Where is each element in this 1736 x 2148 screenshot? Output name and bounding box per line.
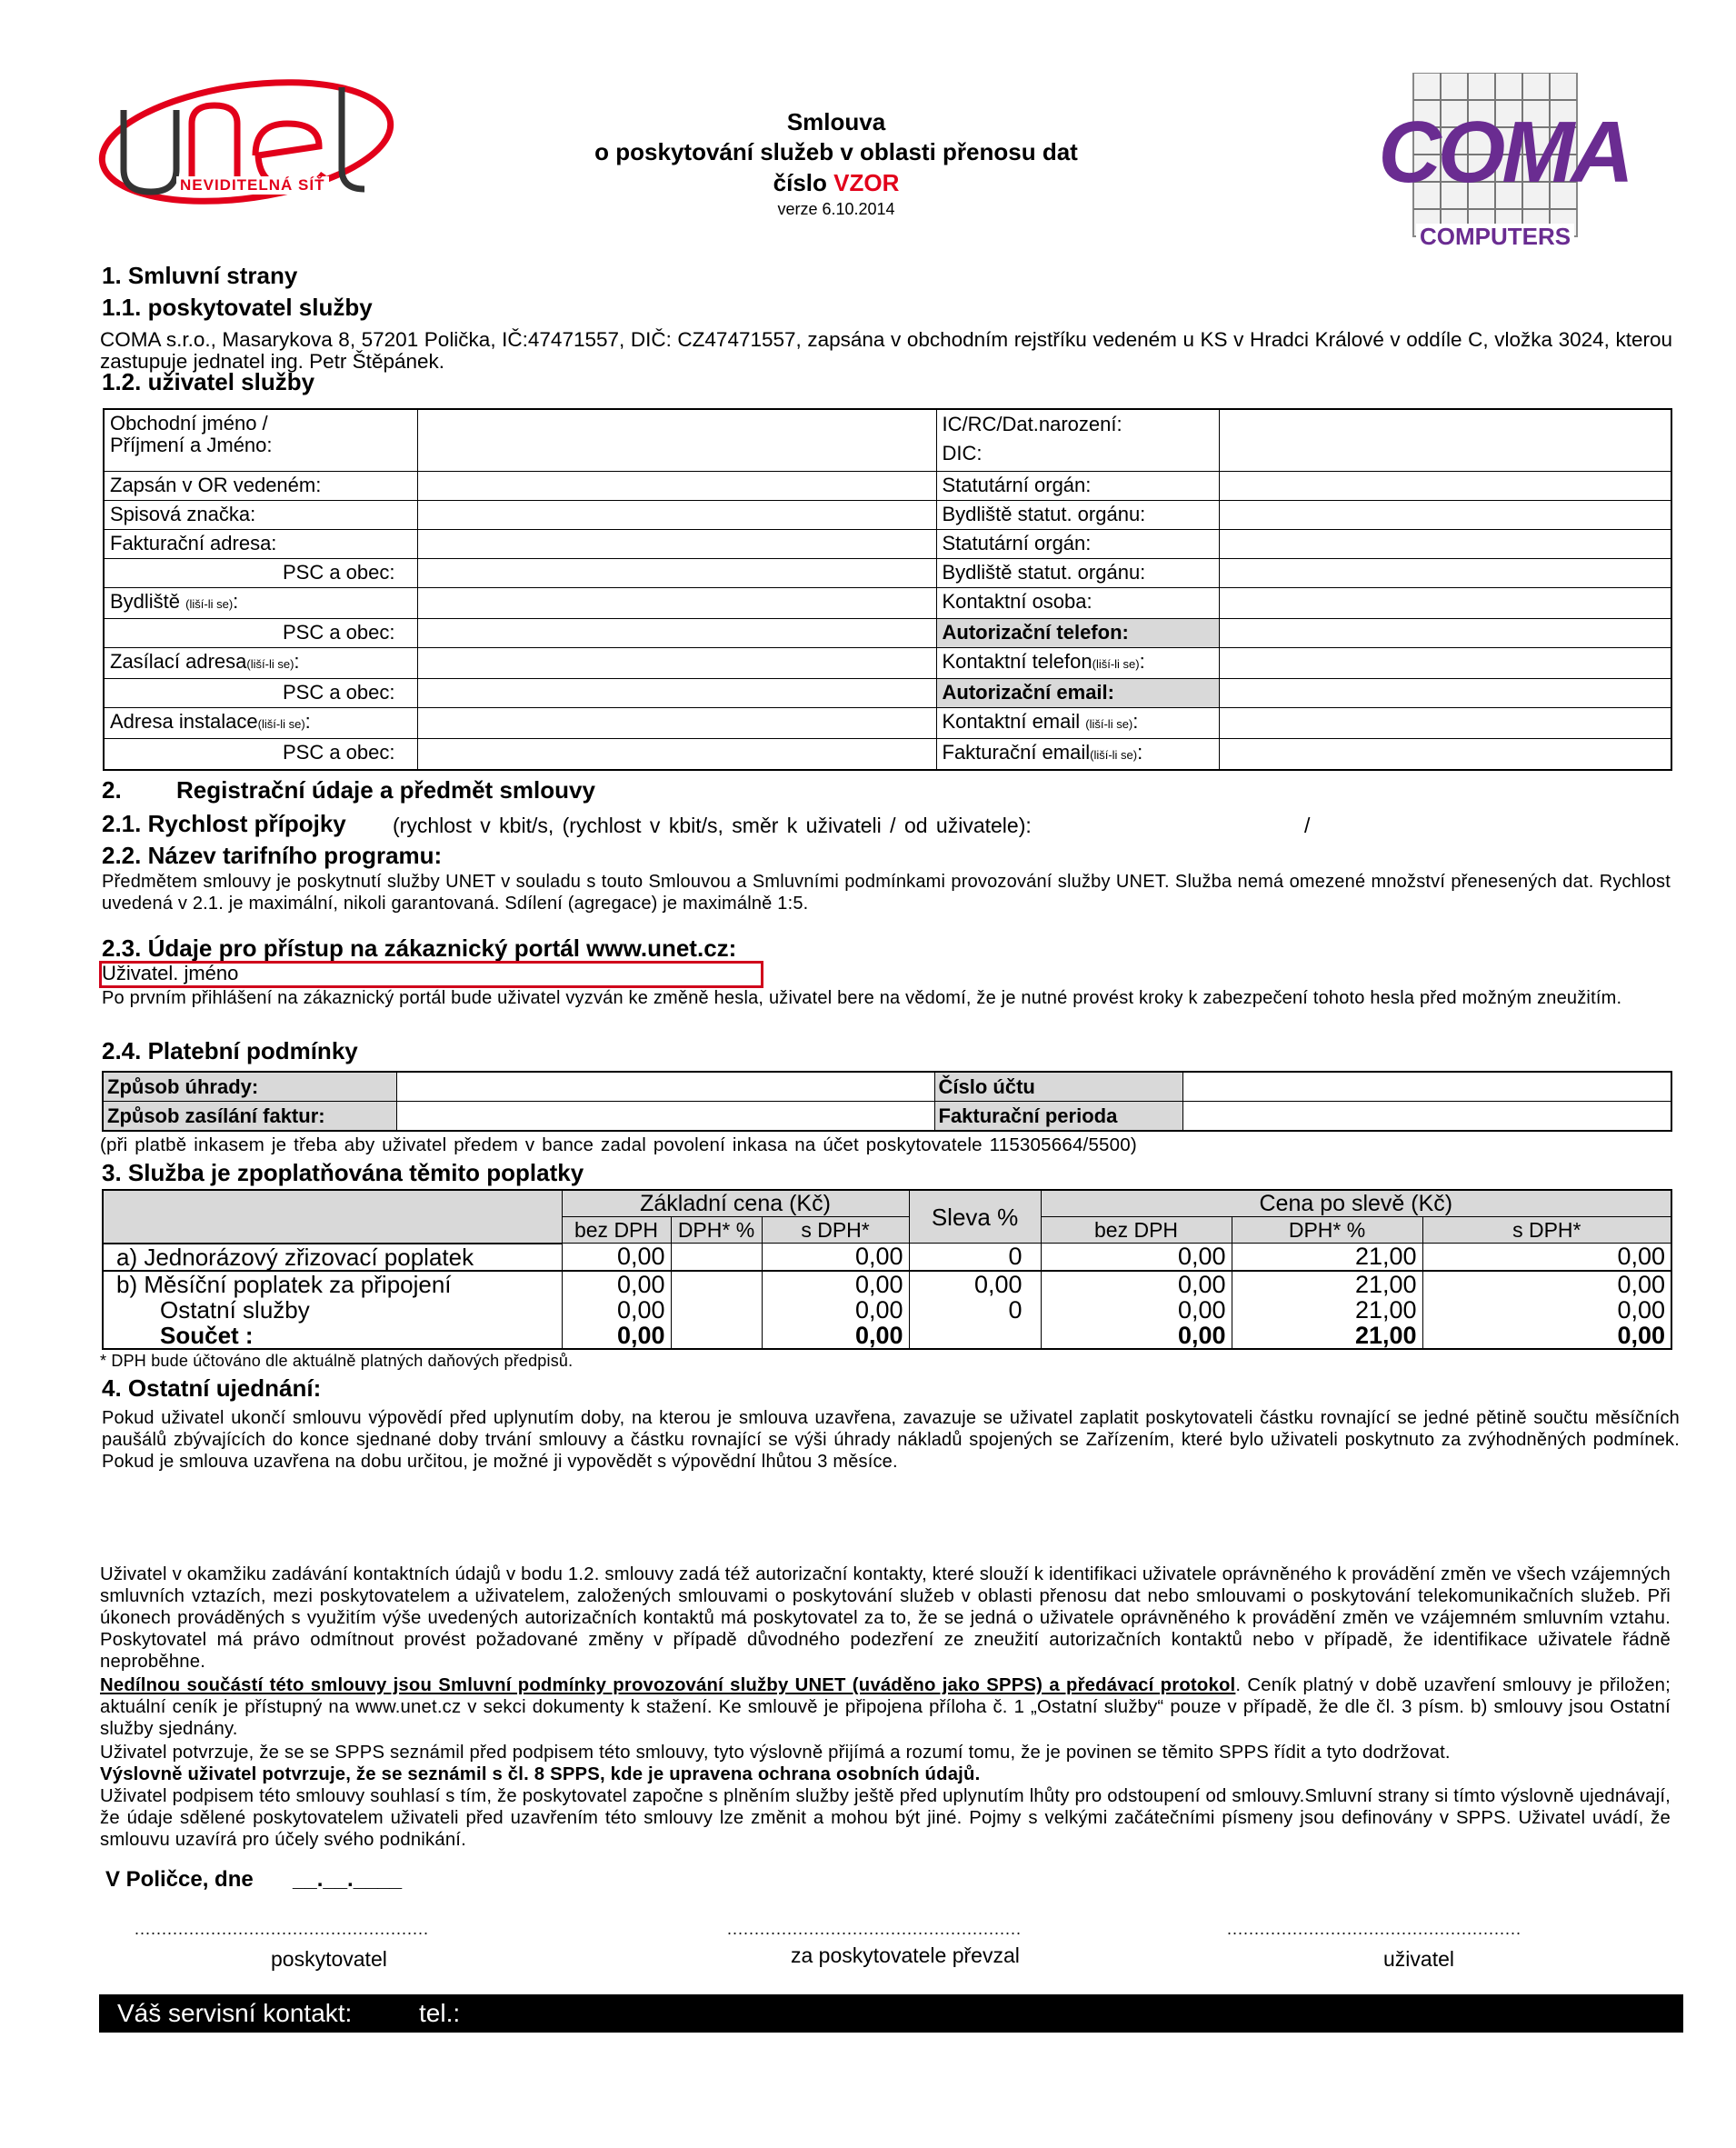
fee-after-net: 0,00	[1041, 1244, 1232, 1271]
fee-after-vat: 21,00	[1232, 1271, 1422, 1297]
fee-after-vat: 21,00	[1232, 1244, 1422, 1271]
install-address-label: Adresa instalace(liší-li se):	[104, 708, 417, 739]
statutory-residence-field[interactable]	[1219, 501, 1671, 530]
mailing-address-label: Zasílací adresa(liší-li se):	[104, 648, 417, 679]
billing-city-label: PSC a obec:	[104, 559, 417, 588]
sum-base-gross: 0,00	[762, 1323, 909, 1349]
residence-city-field[interactable]	[417, 619, 936, 648]
contact-person-label: Kontaktní osoba:	[936, 588, 1219, 619]
contact-phone-field[interactable]	[1219, 648, 1671, 679]
final-paragraph-1: Uživatel v okamžiku zadávání kontaktních údajů v bodu 1.2. smlouvy zadá též autorizační kontakty, které slouží k identifikaci uživatele oprávněného k provádění změn ve všech vzájemných smluvních vztazích, mezi poskytovatelem a uživatelem, založených smlouvami o poskytování služeb v oblasti přenosu dat nebo smlouvami o poskytování telekomunikačních služeb. Při úkonech prováděných s využitím výše uvedených autorizačních kontaktů má poskytovatel za to, že se jedná o uživatele oprávněného k provádění změn ve vzájemném smluvním vztahu. Poskytovatel má právo odmítnout provést požadované změny v případě důvodného podezření ze zneužití autorizačních kontaktů nebo v případě, že identifikace uživatele řádně neproběhne.	[100, 1564, 1671, 1672]
discount-header: Sleva %	[909, 1190, 1041, 1244]
billing-address-label: Fakturační adresa:	[104, 530, 417, 559]
fee-base-vat	[671, 1244, 762, 1271]
base-price-header: Základní cena (Kč)	[562, 1190, 909, 1217]
coma-logo-sub: COMPUTERS	[1416, 224, 1574, 249]
fee-after-net: 0,00	[1041, 1297, 1232, 1323]
sum-after-net: 0,00	[1041, 1323, 1232, 1349]
signature-provider-label: poskytovatel	[271, 1947, 387, 1971]
unet-logo-graphic	[96, 69, 405, 224]
table-row	[104, 619, 1671, 648]
sum-after-gross: 0,00	[1422, 1323, 1671, 1349]
billing-city-field[interactable]	[417, 559, 936, 588]
billing-period-label: Fakturační perioda	[934, 1102, 1182, 1132]
mailing-address-field[interactable]	[417, 648, 936, 679]
section-2-4-label: 2.4. Platební podmínky	[102, 1037, 358, 1064]
auth-phone-field[interactable]	[1219, 619, 1671, 648]
after-gross-header: s DPH*	[1422, 1217, 1671, 1244]
payment-note: (při platbě inkasem je třeba aby uživatel předem v bance zadal povolení inkasa na účet poskytovatele 115305664/5500)	[100, 1134, 1137, 1155]
document-title: Smlouva	[786, 108, 886, 135]
statutory-label: Statutární orgán:	[936, 472, 1219, 501]
sum-base-net: 0,00	[562, 1323, 671, 1349]
after-net-header: bez DPH	[1041, 1217, 1232, 1244]
section-1-heading: 1. Smluvní strany	[102, 262, 298, 289]
section-4-text: Pokud uživatel ukončí smlouvu výpovědí před uplynutím doby, na kterou je smlouva uzavřena, zavazuje se uživatel zaplatit poskytovateli částku rovnající se jedné pětině součtu měsíčních paušálů zbývajících do konce sjednané doby trvání smlouvy a částku rovnající se výši úhrady nákladů spojených se Zařízením, které bylo uživateli poskytnuto za zvýhodněných podmínek. Pokud je smlouva uzavřena na dobu určitou, je možné ji vypovědět s výpovědní lhůtou 3 měsíce.	[102, 1408, 1680, 1472]
table-row	[103, 1297, 1671, 1323]
table-row	[103, 1190, 1671, 1217]
fee-base-vat	[671, 1271, 762, 1297]
table-row	[104, 679, 1671, 708]
sum-after-vat: 21,00	[1232, 1323, 1422, 1349]
final-paragraph-3: Uživatel potvrzuje, že se se SPPS seznámil před podpisem této smlouvy, tyto výslovně přijímá a rozumí tomu, že je povinen se těmito SPPS řídit a tyto dodržovat.	[100, 1743, 1451, 1763]
speed-slash: /	[1304, 814, 1311, 837]
fee-base-net: 0,00	[562, 1244, 671, 1271]
signature-receiver-label: za poskytovatele převzal	[791, 1943, 1020, 1967]
service-tel-label: tel.:	[419, 1999, 461, 2027]
table-row	[104, 472, 1671, 501]
file-number-label: Spisová značka:	[104, 501, 417, 530]
payment-method-field[interactable]	[396, 1072, 934, 1102]
auth-email-label: Autorizační email:	[936, 679, 1219, 708]
registry-field[interactable]	[417, 472, 936, 501]
unet-logo-text: NEVIDITELNÁ SÍŤ	[176, 176, 329, 195]
statutory-residence-label: Bydliště statut. orgánu:	[936, 501, 1219, 530]
base-vat-header: DPH* %	[671, 1217, 762, 1244]
section-2-2-text: Předmětem smlouvy je poskytnutí služby UNET v souladu s touto Smlouvou a Smluvními podmínkami provozování služby UNET. Služba nemá omezené množství přenesených dat. Rychlost uvedená v 2.1. je maximální, nikoli garantovaná. Sdílení (agregace) je maximálně 1:5.	[102, 872, 1671, 914]
customer-table	[103, 408, 1672, 771]
provider-details: COMA s.r.o., Masarykova 8, 57201 Polička, IČ:47471557, DIČ: CZ47471557, zapsána v obchodním rejstříku vedeném u KS v Hradci Králové v oddíle C, vložka 3024, kterou zastupuje jednatel ing. Petr Štěpánek.	[100, 328, 1672, 373]
invoice-delivery-label: Způsob zasílání faktur:	[103, 1102, 396, 1132]
base-net-header: bez DPH	[562, 1217, 671, 1244]
ic-field[interactable]	[1219, 409, 1671, 472]
account-number-field[interactable]	[1182, 1072, 1671, 1102]
statutory-residence-2-field[interactable]	[1219, 559, 1671, 588]
table-row	[104, 530, 1671, 559]
final-paragraph-5: Uživatel podpisem této smlouvy souhlasí s tím, že poskytovatel započne s plněním služby ještě před uplynutím lhůty pro odstoupení od smlouvy.Smluvní strany si tímto výslovně ujednávají, že údaje sdělené poskytovatelem uživateli před uzavřením této smlouvy lze změnit a mohou být jiné. Pojmy s velkými začátečními písmeny jsou definovány v SPPS. Uživatel uvádí, že smlouvu uzavírá pro účely svého podnikání.	[100, 1786, 1671, 1850]
signature-line-provider: ......................................................	[135, 1920, 430, 1938]
contract-number-value: VZOR	[833, 169, 900, 196]
signing-place: V Poličce, dne	[105, 1867, 254, 1892]
table-row	[103, 1323, 1671, 1349]
contract-number	[509, 167, 1163, 198]
coma-logo	[1363, 73, 1645, 251]
residence-city-label: PSC a obec:	[104, 619, 417, 648]
file-number-field[interactable]	[417, 501, 936, 530]
fee-base-net: 0,00	[562, 1297, 671, 1323]
section-2-number: 2.	[102, 776, 122, 804]
signature-user-label: uživatel	[1383, 1947, 1454, 1971]
username-label: Uživatel. jméno	[102, 962, 239, 984]
fee-base-vat	[671, 1297, 762, 1323]
unet-logo	[96, 69, 405, 224]
table-row	[104, 559, 1671, 588]
auth-email-field[interactable]	[1219, 679, 1671, 708]
contact-email-label: Kontaktní email (liší-li se):	[936, 708, 1219, 739]
section-1-1-heading: 1.1. poskytovatel služby	[102, 294, 373, 321]
table-row	[103, 1244, 1671, 1271]
section-4-heading: 4. Ostatní ujednání:	[102, 1374, 322, 1402]
vat-note: * DPH bude účtováno dle aktuálně platných daňových předpisů.	[100, 1352, 574, 1370]
fees-header-blank	[103, 1190, 562, 1244]
billing-period-field[interactable]	[1182, 1102, 1671, 1132]
fee-label: Ostatní služby	[160, 1295, 310, 1324]
residence-field[interactable]	[417, 588, 936, 619]
statutory-field[interactable]	[1219, 472, 1671, 501]
fee-discount: 0	[909, 1244, 1041, 1271]
company-name-label: Obchodní jméno / Příjmení a Jméno:	[104, 409, 417, 472]
table-row	[103, 1072, 1671, 1102]
fee-base-gross: 0,00	[762, 1244, 909, 1271]
document-version: verze 6.10.2014	[777, 200, 895, 218]
company-name-field[interactable]	[417, 409, 936, 472]
payment-method-label: Způsob úhrady:	[103, 1072, 396, 1102]
table-row	[104, 588, 1671, 619]
sum-discount	[909, 1323, 1041, 1349]
payment-table	[102, 1071, 1672, 1132]
table-row	[104, 708, 1671, 739]
fee-after-gross: 0,00	[1422, 1271, 1671, 1297]
table-row	[104, 409, 1671, 472]
residence-label: Bydliště (liší-li se):	[104, 588, 417, 619]
service-contact-label: Váš servisní kontakt:	[117, 1999, 353, 2027]
signing-date-blank: __.__.____	[293, 1867, 403, 1892]
signature-line-receiver: ......................................................	[727, 1920, 1023, 1938]
billing-email-label: Fakturační email(liší-li se):	[936, 739, 1219, 771]
signature-line-user: ......................................................	[1227, 1920, 1522, 1938]
auth-phone-label: Autorizační telefon:	[936, 619, 1219, 648]
contact-email-field[interactable]	[1219, 708, 1671, 739]
fee-after-net: 0,00	[1041, 1271, 1232, 1297]
base-gross-header: s DPH*	[762, 1217, 909, 1244]
fee-base-gross: 0,00	[762, 1271, 909, 1297]
install-address-field[interactable]	[417, 708, 936, 739]
table-row	[104, 739, 1671, 771]
fee-discount: 0,00	[909, 1271, 1041, 1297]
after-vat-header: DPH* %	[1232, 1217, 1422, 1244]
table-row	[104, 501, 1671, 530]
coma-logo-text: COMA	[1378, 104, 1631, 201]
account-number-label: Číslo účtu	[934, 1072, 1182, 1102]
mailing-city-label: PSC a obec:	[104, 679, 417, 708]
fee-label: b) Měsíční poplatek za připojení	[103, 1271, 562, 1297]
spps-notice: Nedílnou součástí této smlouvy jsou Smluvní podmínky provozování služby UNET (uváděno jako SPPS) a předávací protokol	[100, 1675, 1236, 1695]
contract-number-prefix: číslo	[773, 169, 834, 196]
mailing-city-field[interactable]	[417, 679, 936, 708]
section-2-3-text: Po prvním přihlášení na zákaznický portál bude uživatel vyzván ke změně hesla, uživatel bere na vědomí, že je nutné provést kroky k zabezpečení tohoto hesla před možným zneužitím.	[102, 988, 1622, 1008]
billing-address-field[interactable]	[417, 530, 936, 559]
statutory-residence-2-label: Bydliště statut. orgánu:	[936, 559, 1219, 588]
sum-label: Součet :	[160, 1321, 254, 1349]
install-city-field[interactable]	[417, 739, 936, 771]
section-2-1-text: (rychlost v kbit/s, (rychlost v kbit/s, směr k uživateli / od uživatele):	[393, 814, 1032, 837]
final-paragraph-2: Nedílnou součástí této smlouvy jsou Smluvní podmínky provozování služby UNET (uváděno jako SPPS) a předávací protokol. Ceník platný v době uzavření smlouvy je přiložen; aktuální ceník je přístupný na www.unet.cz v sekci dokumenty k stažení. Ke smlouvě je připojena příloha č. 1 „Ostatní služby“ pouze v případě, že dle čl. 3 písm. b) smlouvy jsou Ostatní služby sjednány.	[100, 1675, 1671, 1739]
discounted-price-header: Cena po slevě (Kč)	[1041, 1190, 1671, 1217]
fee-label: a) Jednorázový zřizovací poplatek	[116, 1243, 474, 1271]
section-2-1-label: 2.1. Rychlost přípojky	[102, 810, 346, 837]
registry-label: Zapsán v OR vedeném:	[104, 472, 417, 501]
contact-phone-label: Kontaktní telefon(liší-li se):	[936, 648, 1219, 679]
final-paragraph-4: Výslovně uživatel potvrzuje, že se seznámil s čl. 8 SPPS, kde je upravena ochrana osobních údajů.	[100, 1764, 981, 1784]
section-2-heading: Registrační údaje a předmět smlouvy	[176, 776, 595, 804]
table-row	[103, 1271, 1671, 1297]
table-row	[104, 648, 1671, 679]
table-row	[103, 1102, 1671, 1132]
section-2-3-label: 2.3. Údaje pro přístup na zákaznický portál www.unet.cz:	[102, 934, 737, 962]
statutory-2-field[interactable]	[1219, 530, 1671, 559]
fee-after-gross: 0,00	[1422, 1297, 1671, 1323]
billing-email-field[interactable]	[1219, 739, 1671, 771]
section-3-heading: 3. Služba je zpoplatňována těmito poplatky	[102, 1159, 584, 1186]
invoice-delivery-field[interactable]	[396, 1102, 934, 1132]
fees-table	[102, 1189, 1672, 1350]
document-header	[509, 107, 1163, 220]
contact-person-field[interactable]	[1219, 588, 1671, 619]
section-1-2-heading: 1.2. uživatel služby	[102, 368, 315, 395]
fee-base-net: 0,00	[562, 1271, 671, 1297]
ic-label: IC/RC/Dat.narození: DIC:	[936, 409, 1219, 472]
install-city-label: PSC a obec:	[104, 739, 417, 771]
section-2-2-label: 2.2. Název tarifního programu:	[102, 842, 443, 869]
statutory-2-label: Statutární orgán:	[936, 530, 1219, 559]
fee-base-gross: 0,00	[762, 1297, 909, 1323]
fee-discount: 0	[909, 1297, 1041, 1323]
fee-after-vat: 21,00	[1232, 1297, 1422, 1323]
document-subtitle: o poskytování služeb v oblasti přenosu dat	[594, 138, 1078, 165]
sum-base-vat	[671, 1323, 762, 1349]
service-contact-bar	[99, 1994, 1683, 2033]
fee-after-gross: 0,00	[1422, 1244, 1671, 1271]
